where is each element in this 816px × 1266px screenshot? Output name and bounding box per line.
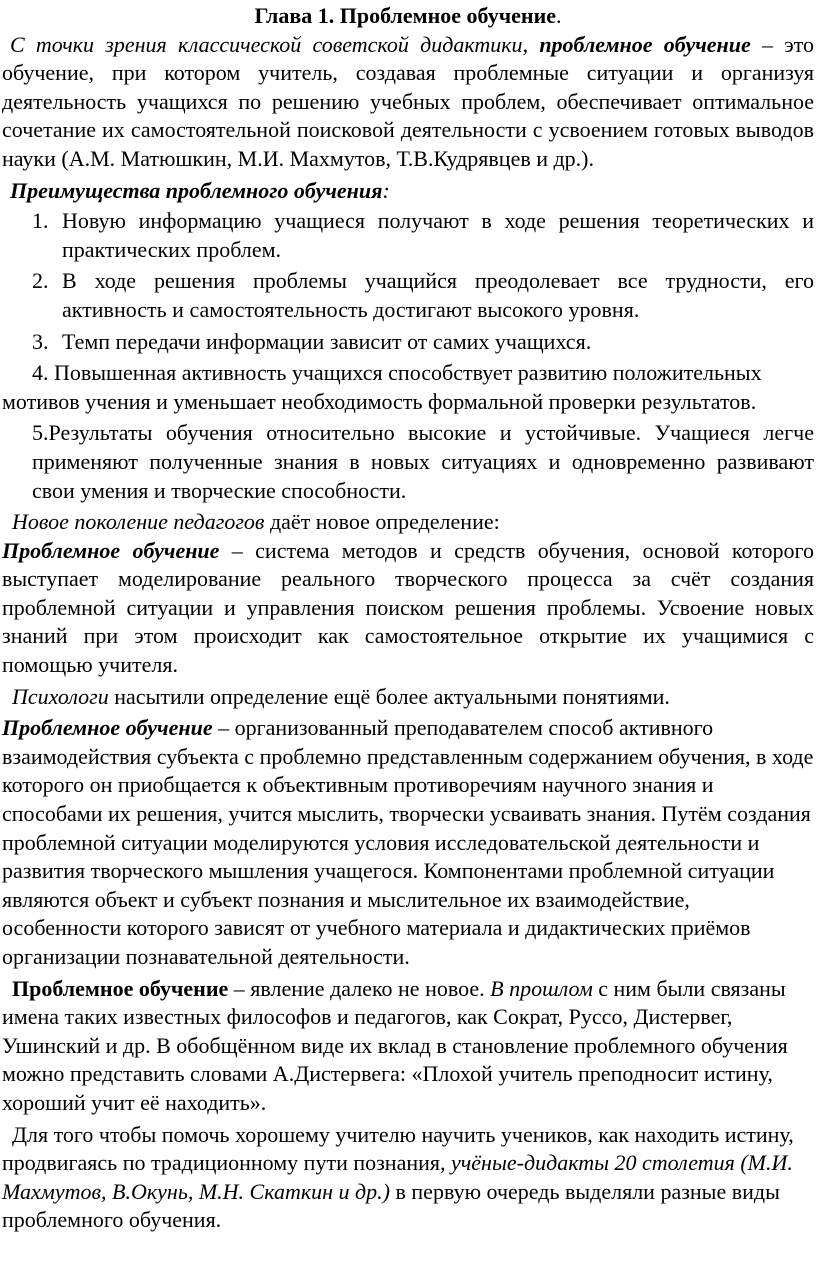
final-part2: в первую очередь выделяли разные виды проблемного обучения. xyxy=(2,1178,780,1233)
list-item xyxy=(32,328,814,357)
new-generation-rest: даёт новое определение: xyxy=(264,509,500,535)
new-generation-italic: Новое поколение педагогов xyxy=(12,509,265,535)
final-part1: Для того чтобы помочь хорошему учителю научить учеников, как находить истину, продвигаясь по традиционному пути познания xyxy=(2,1121,794,1176)
definition-2-rest: – система методов и средств обучения, основой которого выступает моделирование реального творческого процесса за счёт создания проблемной ситуации и управления поиском решения проблемы. Усвоение новых знаний при этом происходит как самостоятельное открытие их учащимися с помощью учителя. xyxy=(2,537,814,678)
definition-2-term: Проблемное обучение xyxy=(2,537,220,563)
list-item-number: 3. xyxy=(32,328,49,354)
intro-term: проблемное обучение xyxy=(539,31,751,57)
list-item-text: Темп передачи информации зависит от самих учащихся. xyxy=(62,328,592,354)
psychologists-rest: насытили определение ещё более актуальными понятиями. xyxy=(108,683,670,709)
document-page xyxy=(2,2,814,1235)
list-item-number: 2. xyxy=(32,268,49,294)
history-term: Проблемное обучение xyxy=(12,975,229,1001)
history-part2: с ним были связаны имена таких известных философов и педагогов, как Сократ, Руссо, Дистервег, Ушинский и др. В обобщённом виде их вклад в становление проблемного обучения можно представить словами А.Дистервега: «Плохой учитель преподносит истину, хороший учит её находить». xyxy=(2,975,788,1115)
definition-3-term: Проблемное обучение xyxy=(2,715,213,741)
advantages-heading xyxy=(2,177,814,206)
psychologists-line xyxy=(2,683,814,712)
list-item-text: В ходе решения проблемы учащийся преодолевает все трудности, его активность и самостоятельность достигают высокого уровня. xyxy=(62,268,814,322)
final-paragraph xyxy=(2,1121,814,1235)
definition-3-rest: – организованный преподавателем способ активного взаимодействия субъекта с проблемно представленным содержанием обучения, в ходе которого он приобщается к объективным противоречиям научного знания и способами их решения, учится мыслить, творчески усваивать знания. Путём создания проблемной ситуации моделируются условия исследовательской деятельности и развития творческого мышления учащегося. Компонентами проблемной ситуации являются объект и субъект познания и мыслительное их взаимодействие, особенности которого зависят от учебного материала и дидактических приёмов организации познавательной деятельности. xyxy=(2,715,814,969)
psychologists-italic: Психологи xyxy=(12,683,109,709)
advantage-item-4: 4. Повышенная активность учащихся способствует развитию положительных мотивов учения и уменьшает необходимость формальной проверки результатов. xyxy=(2,360,762,414)
advantages-list xyxy=(2,207,814,356)
chapter-title xyxy=(2,2,814,31)
advantage-item-5: 5.Результаты обучения относительно высокие и устойчивые. Учащиеся легче применяют полученные знания в новых ситуациях и одновременно развивают свои умения и творческие способности. xyxy=(32,420,814,503)
intro-paragraph xyxy=(2,31,814,174)
chapter-title-text: Глава 1. Проблемное обучение xyxy=(254,3,557,28)
definition-3 xyxy=(2,714,814,971)
intro-rest: – это обучение, при котором учитель, создавая проблемные ситуации и организуя деятельность учащихся по решению учебных проблем, обеспечивает оптимальное сочетание их самостоятельной поисковой деятельности с усвоением готовых выводов науки (А.М. Матюшкин, М.И. Махмутов, Т.В.Кудрявцев и др.). xyxy=(2,31,815,171)
intro-comma: , xyxy=(522,31,540,57)
chapter-title-dot: . xyxy=(556,3,562,28)
intro-lead: С точки зрения классической советской дидактики xyxy=(10,31,523,57)
history-part1: – явление далеко не новое. xyxy=(228,975,491,1001)
list-item xyxy=(32,267,814,324)
new-generation-line xyxy=(2,508,814,537)
definition-2 xyxy=(2,537,814,680)
final-italic: , учёные-дидакты 20 столетия (М.И. Махмутов, В.Окунь, М.Н. Скаткин и др.) xyxy=(2,1150,793,1204)
history-paragraph xyxy=(2,975,814,1118)
history-italic: В прошлом xyxy=(490,975,593,1001)
list-item-text: Новую информацию учащиеся получают в ходе решения теоретических и практических проблем. xyxy=(62,208,814,262)
list-item-number: 1. xyxy=(32,208,49,234)
advantages-heading-colon: : xyxy=(382,177,390,203)
advantages-heading-text: Преимущества проблемного обучения xyxy=(10,177,383,203)
list-item xyxy=(32,207,814,264)
